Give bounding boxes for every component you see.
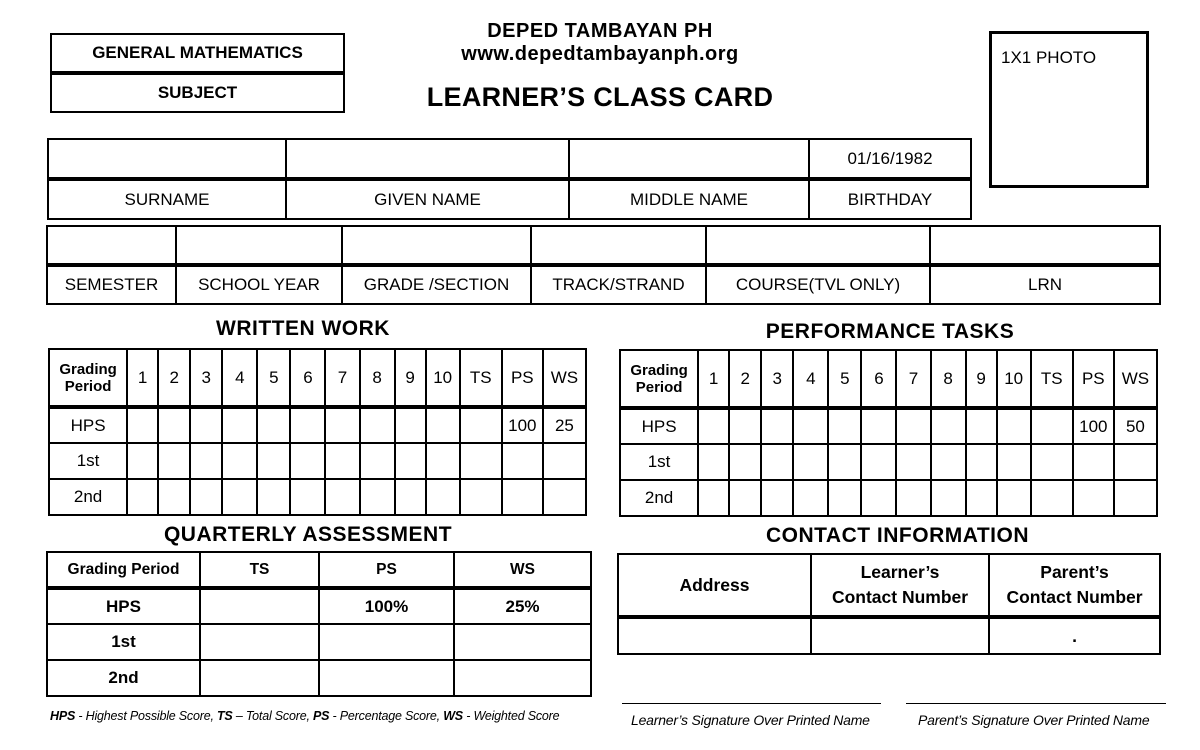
- given-name-label: GIVEN NAME: [286, 179, 569, 219]
- semester-value[interactable]: [47, 226, 176, 265]
- score-cell[interactable]: [127, 479, 158, 515]
- col-header: 7: [325, 349, 359, 407]
- subject-label: SUBJECT: [157, 83, 238, 102]
- score-cell[interactable]: [997, 408, 1031, 444]
- ts-cell[interactable]: [1031, 408, 1073, 444]
- table-row: [620, 444, 1157, 480]
- track-strand-label: TRACK/STRAND: [531, 265, 706, 304]
- col-header: 3: [761, 350, 793, 408]
- table-row: [49, 479, 586, 515]
- learner-signature-label: Learner’s Signature Over Printed Name: [631, 712, 870, 728]
- ts-cell[interactable]: [1031, 444, 1073, 480]
- birthday-value[interactable]: 01/16/1982: [809, 139, 971, 179]
- score-cell[interactable]: [158, 479, 190, 515]
- col-header: 3: [190, 349, 222, 407]
- photo-box: [989, 31, 1149, 188]
- col-header: 9: [966, 350, 997, 408]
- row-label: 2nd: [620, 480, 698, 516]
- score-cell[interactable]: [793, 444, 828, 480]
- col-header: 4: [793, 350, 828, 408]
- address-header: Address: [618, 554, 811, 617]
- row-label: HPS: [620, 408, 698, 444]
- track-strand-value[interactable]: [531, 226, 706, 265]
- ts-cell[interactable]: [200, 588, 319, 624]
- score-cell[interactable]: [426, 407, 460, 443]
- ws-cell[interactable]: 25%: [454, 588, 591, 624]
- parent-contact-header: [989, 554, 1160, 617]
- learner-contact-cell[interactable]: [811, 617, 989, 654]
- score-cell[interactable]: [828, 444, 861, 480]
- ts-header: TS: [200, 552, 319, 588]
- score-cell[interactable]: [698, 408, 729, 444]
- ps-cell[interactable]: [1073, 480, 1114, 516]
- performance-tasks-title: PERFORMANCE TASKS: [765, 320, 1015, 343]
- score-cell[interactable]: [793, 408, 828, 444]
- ws-cell[interactable]: [454, 624, 591, 660]
- row-label: 1st: [620, 444, 698, 480]
- score-cell[interactable]: [761, 480, 793, 516]
- row-label: 1st: [49, 443, 127, 479]
- score-cell[interactable]: [290, 407, 325, 443]
- ts-cell[interactable]: [460, 443, 502, 479]
- ps-cell[interactable]: [1073, 444, 1114, 480]
- performance-tasks-header-row: [620, 350, 1157, 408]
- lrn-value[interactable]: [930, 226, 1160, 265]
- table-row: [47, 660, 591, 696]
- learner-signature-line[interactable]: [622, 703, 881, 704]
- school-year-label: SCHOOL YEAR: [176, 265, 342, 304]
- score-cell[interactable]: [729, 480, 761, 516]
- written-work-header-row: [49, 349, 586, 407]
- legend-ts-abbr: TS: [217, 709, 233, 723]
- legend-ws-abbr: WS: [443, 709, 463, 723]
- score-cell[interactable]: [861, 480, 896, 516]
- name-table: [47, 138, 972, 220]
- row-label: 1st: [47, 624, 200, 660]
- score-cell[interactable]: [698, 480, 729, 516]
- ws-cell[interactable]: [1114, 480, 1157, 516]
- legend-ps-abbr: PS: [313, 709, 330, 723]
- score-cell[interactable]: [360, 443, 395, 479]
- learner-contact-header-line2: Contact Number: [831, 587, 969, 607]
- col-header: 6: [861, 350, 896, 408]
- col-header: TS: [1031, 350, 1073, 408]
- contact-information-table: [617, 553, 1161, 655]
- legend-hps-abbr: HPS: [50, 709, 76, 723]
- quarterly-assessment-table: [46, 551, 592, 697]
- score-cell[interactable]: [698, 444, 729, 480]
- performance-tasks-table: [619, 349, 1158, 517]
- score-cell[interactable]: [997, 480, 1031, 516]
- score-cell[interactable]: [896, 480, 930, 516]
- ws-cell[interactable]: 25: [543, 407, 586, 443]
- parent-signature-label: Parent’s Signature Over Printed Name: [918, 712, 1150, 728]
- score-cell[interactable]: [966, 408, 997, 444]
- col-header: 5: [257, 349, 290, 407]
- ps-header: PS: [319, 552, 454, 588]
- ps-cell[interactable]: [502, 479, 543, 515]
- col-header: 1: [698, 350, 729, 408]
- col-header: TS: [460, 349, 502, 407]
- table-row: [620, 408, 1157, 444]
- ws-header: WS: [454, 552, 591, 588]
- middle-name-value[interactable]: [569, 139, 809, 179]
- header: [400, 20, 800, 113]
- score-cell[interactable]: [395, 407, 426, 443]
- score-cell[interactable]: [360, 479, 395, 515]
- subject-name: GENERAL MATHEMATICS: [52, 35, 343, 75]
- score-cell[interactable]: [931, 444, 966, 480]
- parent-contact-header-line1: Parent’s: [1040, 562, 1109, 582]
- grade-section-label: GRADE /SECTION: [342, 265, 531, 304]
- col-header: 10: [426, 349, 460, 407]
- info-table: [46, 225, 1161, 305]
- score-cell[interactable]: [426, 479, 460, 515]
- learner-contact-header: [811, 554, 989, 617]
- score-cell[interactable]: [729, 408, 761, 444]
- score-cell[interactable]: [127, 443, 158, 479]
- score-cell[interactable]: [222, 443, 257, 479]
- score-cell[interactable]: [158, 407, 190, 443]
- ts-cell[interactable]: [460, 407, 502, 443]
- col-header: WS: [1114, 350, 1157, 408]
- table-row: [620, 480, 1157, 516]
- score-cell[interactable]: [395, 479, 426, 515]
- row-label: 2nd: [47, 660, 200, 696]
- col-header: 2: [729, 350, 761, 408]
- table-row: [47, 588, 591, 624]
- score-cell[interactable]: [190, 479, 222, 515]
- score-cell[interactable]: [325, 407, 359, 443]
- score-cell[interactable]: [931, 408, 966, 444]
- written-work-title: WRITTEN WORK: [216, 317, 390, 340]
- semester-label: SEMESTER: [47, 265, 176, 304]
- ps-cell[interactable]: [319, 624, 454, 660]
- written-work-table: [48, 348, 587, 516]
- col-header: 7: [896, 350, 930, 408]
- given-name-value[interactable]: [286, 139, 569, 179]
- table-row: [49, 407, 586, 443]
- score-cell[interactable]: [896, 408, 930, 444]
- middle-name-label: MIDDLE NAME: [569, 179, 809, 219]
- score-cell[interactable]: [290, 443, 325, 479]
- ps-cell[interactable]: 100: [1073, 408, 1114, 444]
- ws-cell[interactable]: [454, 660, 591, 696]
- score-cell[interactable]: [931, 480, 966, 516]
- score-cell[interactable]: [190, 443, 222, 479]
- course-label: COURSE(TVL ONLY): [706, 265, 930, 304]
- row-label: HPS: [47, 588, 200, 624]
- grading-period-header: Grading Period: [620, 350, 698, 408]
- ws-cell[interactable]: 50: [1114, 408, 1157, 444]
- score-cell[interactable]: [222, 479, 257, 515]
- score-cell[interactable]: [222, 407, 257, 443]
- col-header: 10: [997, 350, 1031, 408]
- ws-cell[interactable]: [543, 479, 586, 515]
- score-cell[interactable]: [861, 408, 896, 444]
- legend: [50, 709, 559, 723]
- address-cell[interactable]: [618, 617, 811, 654]
- col-header: 6: [290, 349, 325, 407]
- header-url: www.depedtambayanph.org: [461, 43, 739, 65]
- legend-hps-text: - Highest Possible Score,: [75, 709, 217, 723]
- parent-contact-cell[interactable]: .: [989, 617, 1160, 654]
- quarterly-header-row: [47, 552, 591, 588]
- table-row: [47, 624, 591, 660]
- score-cell[interactable]: [761, 408, 793, 444]
- ps-cell[interactable]: 100%: [319, 588, 454, 624]
- ts-cell[interactable]: [1031, 480, 1073, 516]
- score-cell[interactable]: [290, 479, 325, 515]
- score-cell[interactable]: [325, 443, 359, 479]
- quarterly-assessment-title: QUARTERLY ASSESSMENT: [163, 523, 453, 546]
- score-cell[interactable]: [966, 480, 997, 516]
- learner-contact-header-line1: Learner’s: [860, 562, 940, 582]
- ws-cell[interactable]: [1114, 444, 1157, 480]
- table-row: [618, 617, 1160, 654]
- col-header: WS: [543, 349, 586, 407]
- score-cell[interactable]: [426, 443, 460, 479]
- ts-cell[interactable]: [200, 624, 319, 660]
- score-cell[interactable]: [761, 444, 793, 480]
- lrn-label: LRN: [930, 265, 1160, 304]
- col-header: PS: [1073, 350, 1114, 408]
- ps-cell[interactable]: [502, 443, 543, 479]
- ts-cell[interactable]: [200, 660, 319, 696]
- col-header: PS: [502, 349, 543, 407]
- row-label: 2nd: [49, 479, 127, 515]
- subject-box: [50, 33, 345, 113]
- score-cell[interactable]: [896, 444, 930, 480]
- grading-period-header: Grading Period: [49, 349, 127, 407]
- legend-ps-text: - Percentage Score,: [329, 709, 444, 723]
- photo-label: 1X1 PHOTO: [1001, 48, 1097, 67]
- score-cell[interactable]: [997, 444, 1031, 480]
- parent-signature-line[interactable]: [906, 703, 1166, 704]
- contact-header-row: [618, 554, 1160, 617]
- col-header: 8: [360, 349, 395, 407]
- score-cell[interactable]: [257, 443, 290, 479]
- ps-cell[interactable]: 100: [502, 407, 543, 443]
- surname-label: SURNAME: [48, 179, 286, 219]
- ws-cell[interactable]: [543, 443, 586, 479]
- score-cell[interactable]: [127, 407, 158, 443]
- score-cell[interactable]: [257, 407, 290, 443]
- birthday-label: BIRTHDAY: [809, 179, 971, 219]
- grade-section-value[interactable]: [342, 226, 531, 265]
- ts-cell[interactable]: [460, 479, 502, 515]
- ps-cell[interactable]: [319, 660, 454, 696]
- score-cell[interactable]: [158, 443, 190, 479]
- surname-value[interactable]: [48, 139, 286, 179]
- score-cell[interactable]: [828, 408, 861, 444]
- parent-contact-header-line2: Contact Number: [1006, 587, 1143, 607]
- score-cell[interactable]: [257, 479, 290, 515]
- col-header: 5: [828, 350, 861, 408]
- legend-ts-text: – Total Score,: [232, 709, 313, 723]
- page-title: LEARNER’S CLASS CARD: [426, 82, 774, 112]
- score-cell[interactable]: [360, 407, 395, 443]
- score-cell[interactable]: [828, 480, 861, 516]
- col-header: 9: [395, 349, 426, 407]
- score-cell[interactable]: [395, 443, 426, 479]
- col-header: 2: [158, 349, 190, 407]
- score-cell[interactable]: [729, 444, 761, 480]
- score-cell[interactable]: [325, 479, 359, 515]
- col-header: 4: [222, 349, 257, 407]
- score-cell[interactable]: [861, 444, 896, 480]
- score-cell[interactable]: [793, 480, 828, 516]
- header-org: DEPED TAMBAYAN PH: [487, 20, 713, 42]
- grading-period-header: Grading Period: [47, 552, 200, 588]
- col-header: 1: [127, 349, 158, 407]
- row-label: HPS: [49, 407, 127, 443]
- course-value[interactable]: [706, 226, 930, 265]
- score-cell[interactable]: [190, 407, 222, 443]
- table-row: [49, 443, 586, 479]
- legend-ws-text: - Weighted Score: [462, 709, 560, 723]
- col-header: 8: [931, 350, 966, 408]
- score-cell[interactable]: [966, 444, 997, 480]
- school-year-value[interactable]: [176, 226, 342, 265]
- contact-information-title: CONTACT INFORMATION: [765, 524, 1030, 547]
